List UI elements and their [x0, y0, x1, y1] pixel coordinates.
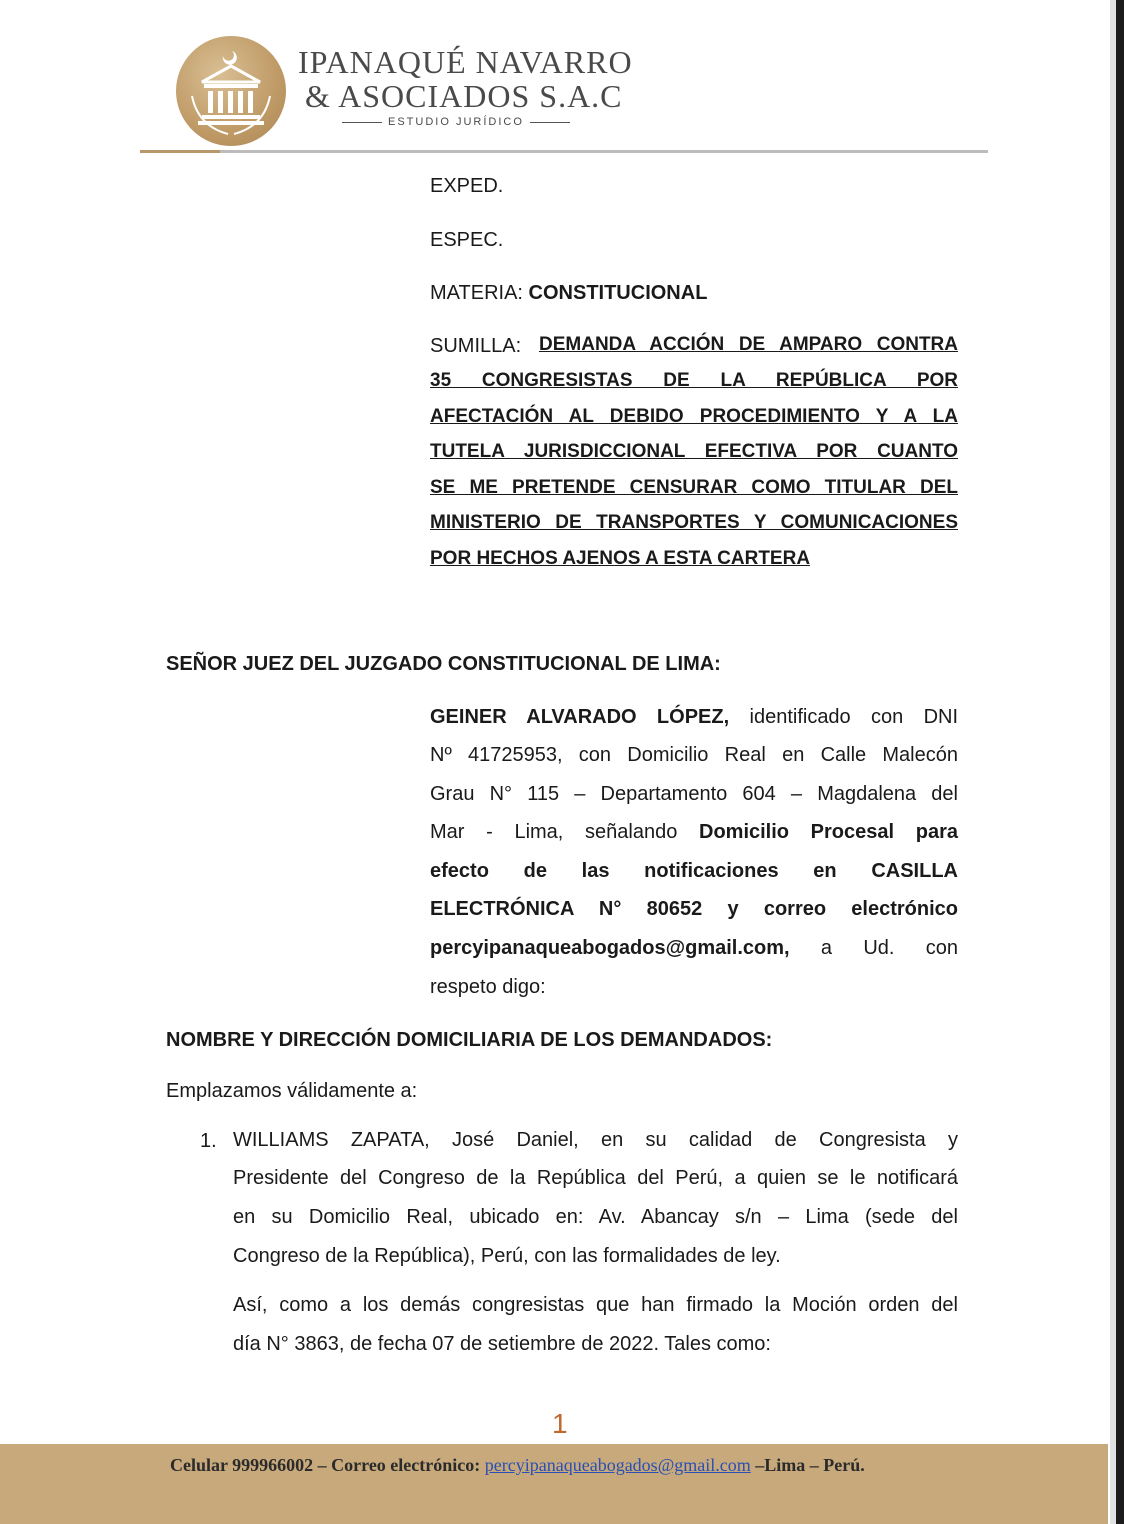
- others-line: Así, como a los demás congresistas que han firmado la Moción orden del: [233, 1294, 958, 1316]
- sumilla-line: POR HECHOS AJENOS A ESTA CARTERA: [430, 548, 811, 569]
- footer-text: [170, 1455, 865, 1476]
- courthouse-icon: [176, 36, 286, 146]
- addressee: SEÑOR JUEZ DEL JUZGADO CONSTITUCIONAL DE LIMA:: [166, 653, 721, 675]
- exped-label: EXPED.: [430, 175, 504, 197]
- plaintiff-line: ELECTRÓNICA N° 80652 y correo electrónico: [430, 898, 958, 920]
- footer-prefix: Celular 999966002 – Correo electrónico:: [170, 1455, 481, 1475]
- espec-label: ESPEC.: [430, 229, 504, 251]
- header-rule-accent: [140, 150, 220, 153]
- header-rule: [140, 150, 988, 153]
- page-number: 1: [552, 1408, 568, 1439]
- sumilla-line: TUTELA JURISDICCIONAL EFECTIVA POR CUANTO: [430, 441, 958, 462]
- firm-name-line1: IPANAQUÉ NAVARRO: [298, 44, 633, 80]
- list-item-line: en su Domicilio Real, ubicado en: Av. Abancay s/n – Lima (sede del: [233, 1206, 958, 1228]
- materia-value: CONSTITUCIONAL: [528, 282, 708, 304]
- plaintiff-line: [430, 706, 958, 729]
- list-number: 1.: [200, 1130, 217, 1152]
- defendants-heading: NOMBRE Y DIRECCIÓN DOMICILIARIA DE LOS DEMANDADOS:: [166, 1029, 773, 1051]
- footer-suffix: –Lima – Perú.: [755, 1455, 865, 1475]
- firm-logo: [176, 36, 286, 146]
- list-item-line: Presidente del Congreso de la República del Perú, a quien se le notificará: [233, 1167, 958, 1189]
- materia-label: MATERIA:: [430, 282, 523, 304]
- plaintiff-line: Grau N° 115 – Departamento 604 – Magdalena del: [430, 783, 958, 805]
- others-line: día N° 3863, de fecha 07 de setiembre de 2022. Tales como:: [233, 1333, 771, 1355]
- plaintiff-line: [430, 937, 958, 960]
- sumilla-line: 35 CONGRESISTAS DE LA REPÚBLICA POR: [430, 370, 958, 391]
- sumilla-line: MINISTERIO DE TRANSPORTES Y COMUNICACIONES: [430, 512, 958, 533]
- firm-subtitle-text: ESTUDIO JURÍDICO: [388, 116, 524, 128]
- materia: [430, 281, 707, 305]
- firm-name-line2: & ASOCIADOS S.A.C: [305, 78, 623, 114]
- sumilla-line: AFECTACIÓN AL DEBIDO PROCEDIMIENTO Y A LA: [430, 406, 958, 427]
- defendants-intro: Emplazamos válidamente a:: [166, 1080, 418, 1102]
- plaintiff-text: identificado con DNI: [749, 706, 959, 728]
- plaintiff-email: percyipanaqueabogados@gmail.com,: [430, 937, 790, 959]
- sumilla-label: SUMILLA:: [430, 335, 522, 357]
- plaintiff-line: efecto de las notificaciones en CASILLA: [430, 860, 958, 882]
- plaintiff-line: respeto digo:: [430, 976, 546, 998]
- list-item-line: Congreso de la República), Perú, con las formalidades de ley.: [233, 1245, 781, 1267]
- footer-email-link[interactable]: percyipanaqueabogados@gmail.com: [484, 1455, 751, 1475]
- plaintiff-text: a Ud. con: [820, 937, 959, 959]
- divider: [342, 122, 382, 123]
- sumilla-line: SE ME PRETENDE CENSURAR COMO TITULAR DEL: [430, 477, 958, 498]
- procesal-domicile: Domicilio Procesal para: [699, 821, 958, 843]
- plaintiff-line: [430, 821, 958, 844]
- plaintiff-text: Mar - Lima, señalando: [430, 821, 678, 843]
- list-item-line: WILLIAMS ZAPATA, José Daniel, en su calidad de Congresista y: [233, 1129, 958, 1151]
- firm-subtitle: [342, 116, 570, 128]
- page-edge: [1116, 0, 1124, 1524]
- plaintiff-line: Nº 41725953, con Domicilio Real en Calle Malecón: [430, 744, 958, 766]
- plaintiff-name: GEINER ALVARADO LÓPEZ,: [430, 706, 730, 728]
- divider: [530, 122, 570, 123]
- sumilla-line: DEMANDA ACCIÓN DE AMPARO CONTRA: [539, 334, 958, 355]
